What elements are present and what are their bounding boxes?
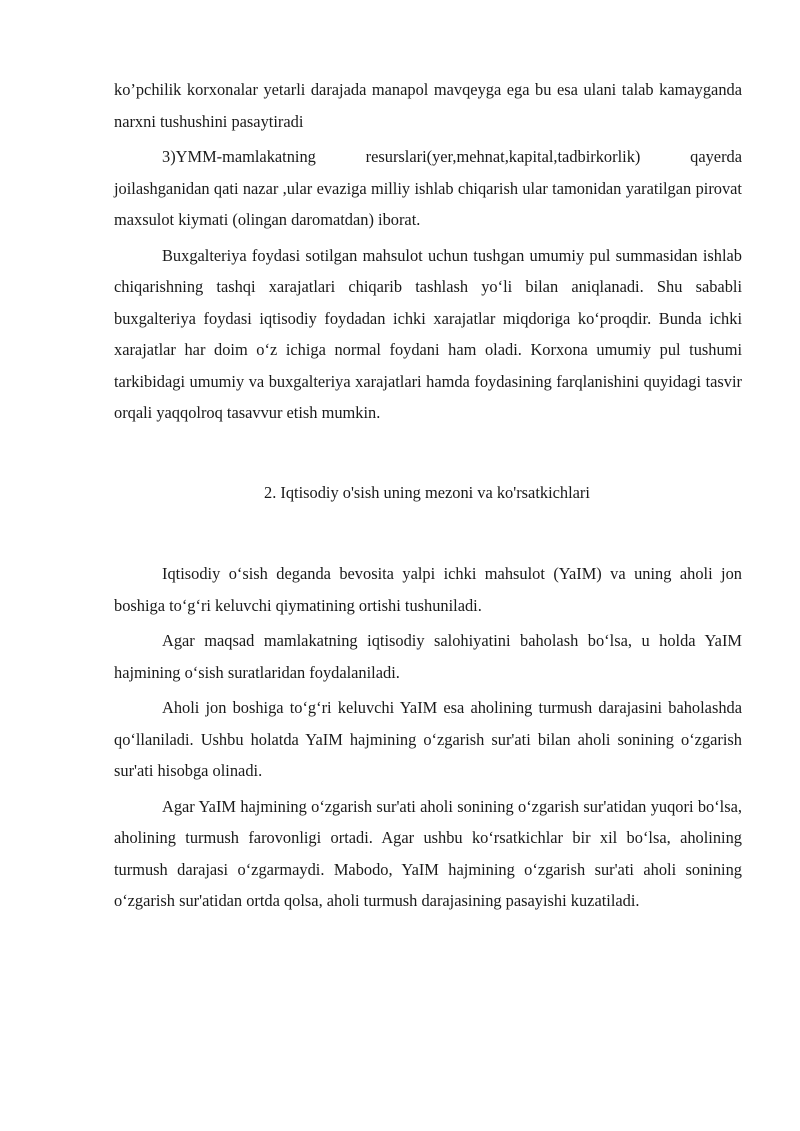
section-heading: 2. Iqtisodiy o'sish uning mezoni va ko'rsatkichlari	[264, 482, 590, 502]
spacer	[114, 508, 742, 558]
paragraph-ymm: 3)YMM-mamlakatning resurslari(yer,mehnat,kapital,tadbirkorlik) qayerda joilashganidan qati nazar ,ular evaziga milliy ishlab chiqarish ular tamonidan yaratilgan pirovat maxsulot kiymati (olingan daromatdan) iborat.	[114, 147, 742, 229]
paragraph-jon-boshiga: Aholi jon boshiga to‘g‘ri keluvchi YaIM esa aholining turmush darajasini baholashda qo‘llaniladi. Ushbu holatda YaIM hajmining o‘zgarish sur'ati bilan aholi sonining o‘zgarish sur'ati hisobga olinadi.	[114, 698, 742, 780]
paragraph-iqtisodiy-osish: Iqtisodiy o‘sish deganda bevosita yalpi ichki mahsulot (YaIM) va uning aholi jon boshiga to‘g‘ri keluvchi qiymatining ortishi tushuniladi.	[114, 564, 742, 615]
spacer	[114, 429, 742, 477]
paragraph-ozgarish-surati: Agar YaIM hajmining o‘zgarish sur'ati aholi sonining o‘zgarish sur'atidan yuqori bo‘lsa, aholining turmush farovonligi ortadi. Agar ushbu ko‘rsatkichlar bir xil bo‘lsa, aholining turmush darajasi o‘zgarmaydi. Mabodo, YaIM hajmining o‘zgarish sur'ati aholi sonining o‘zgarish sur'atidan ortda qolsa, aholi turmush darajasining pasayishi kuzatiladi.	[114, 796, 742, 910]
paragraph-continuation: ko’pchilik korxonalar yetarli darajada manapol mavqeyga ega bu esa ulani talab kamayganda narxni tushushini pasaytiradi	[114, 80, 742, 131]
paragraph-buxgalteriya: Buxgalteriya foydasi sotilgan mahsulot uchun tushgan umumiy pul summasidan ishlab chiqarishning tashqi xarajatlari chiqarib tashlash yo‘li bilan aniqlanadi. Shu sababli buxgalteriya foydasi iqtisodiy foydadan ichki xarajatlar miqdoriga ko‘proqdir. Bunda ichki xarajatlar har doim o‘z ichiga normal foydani ham oladi. Korxona umumiy pul tushumi tarkibidagi umumiy va buxgalteriya xarajatlari hamda foydasining farqlanishini quyidagi tasvir orqali yaqqolroq tasavvur etish mumkin.	[114, 245, 742, 422]
document-page	[114, 74, 742, 917]
paragraph-salohiyat: Agar maqsad mamlakatning iqtisodiy salohiyatini baholash bo‘lsa, u holda YaIM hajmining o‘sish suratlaridan foydalaniladi.	[114, 631, 742, 682]
